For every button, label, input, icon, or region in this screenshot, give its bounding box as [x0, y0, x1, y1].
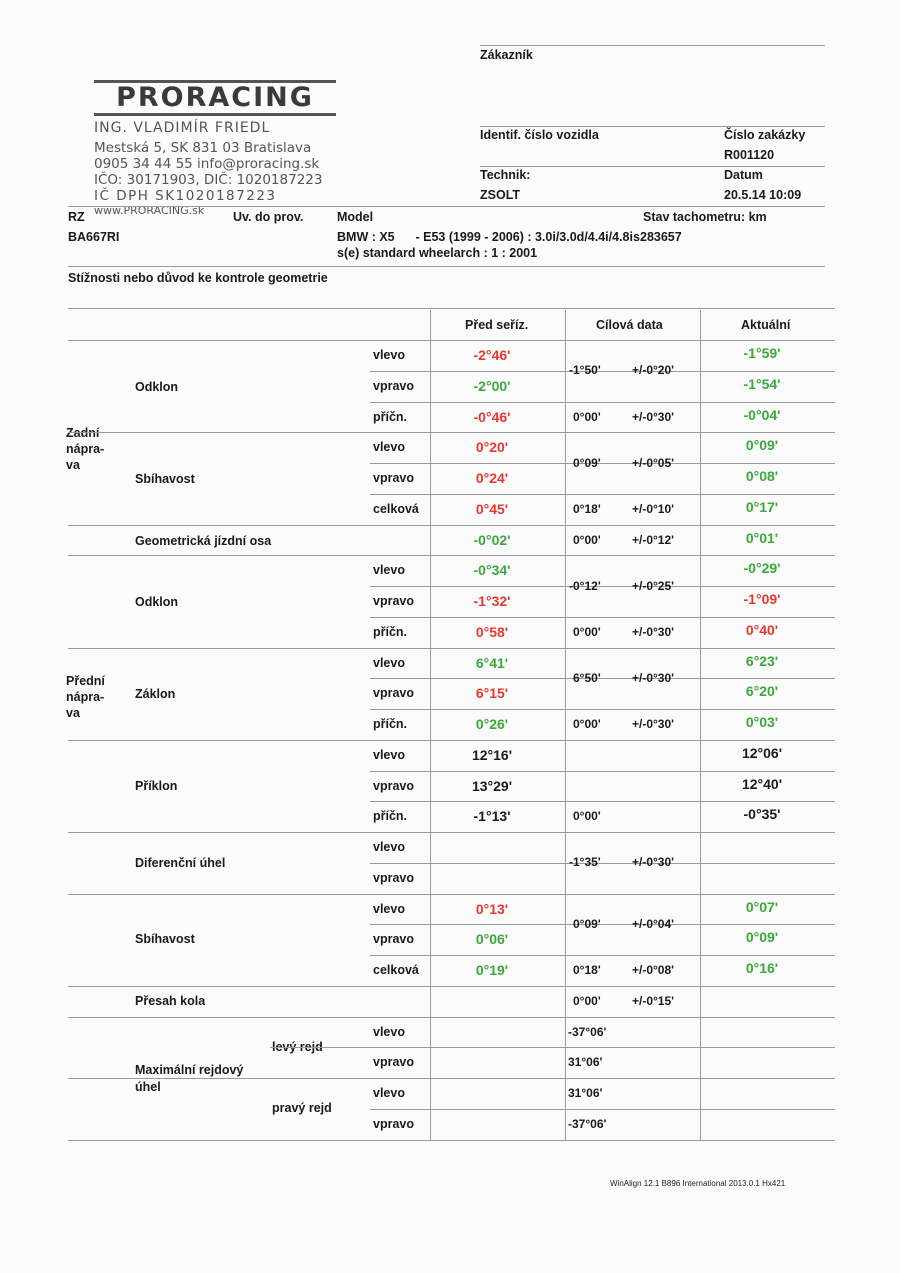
max-steer-label: Maximální rejdový úhel	[135, 1063, 244, 1094]
before-value: -0°46'	[473, 408, 511, 425]
stamp-logo: PRORACING	[94, 80, 336, 116]
before-value: 6°15'	[475, 685, 509, 702]
side-label: příčn.	[373, 624, 408, 639]
actual-value: 0°17'	[745, 498, 779, 515]
stamp-ico: IČO: 30171903, DIČ: 1020187223	[94, 172, 323, 188]
date-value: 20.5.14 10:09	[724, 188, 802, 202]
target-value: 0°09'	[573, 455, 601, 470]
order-number-label: Číslo zakázky	[724, 128, 806, 142]
actual-value: 0°40'	[745, 621, 779, 638]
actual-value: -0°04'	[743, 406, 781, 423]
side-label: vlevo	[373, 840, 405, 854]
before-value: 0°45'	[475, 500, 509, 517]
header-rule	[480, 166, 825, 167]
before-value: -0°02'	[473, 531, 511, 548]
target-value: 0°18'	[573, 963, 601, 977]
target-value: 0°00'	[573, 809, 601, 824]
before-value: -2°46'	[473, 347, 511, 363]
before-value: 0°19'	[475, 962, 509, 978]
side-label: příčn.	[373, 809, 408, 824]
right-turn-label: pravý rejd	[272, 1101, 332, 1115]
actual-value: 0°03'	[745, 714, 779, 730]
target-value: 0°00'	[573, 624, 601, 639]
target-tolerance: +/-0°30'	[632, 409, 675, 424]
stamp-contact: 0905 34 44 55 info@proracing.sk	[94, 156, 320, 172]
company-stamp	[94, 68, 339, 228]
side-label: vlevo	[373, 563, 405, 578]
stamp-address: Mestská 5, SK 831 03 Bratislava	[94, 140, 312, 156]
row-divider	[68, 1017, 835, 1018]
actual-value: 0°09'	[745, 929, 779, 946]
stamp-icdph: IČ DPH SK1020187223	[94, 188, 277, 204]
row-divider	[68, 525, 835, 526]
rz-label: RZ	[68, 210, 85, 224]
actual-value: 0°07'	[745, 898, 779, 915]
side-label: příčn.	[373, 717, 408, 731]
before-value: 0°20'	[475, 439, 509, 456]
side-label: vlevo	[373, 1086, 405, 1100]
column-divider	[565, 310, 566, 1140]
target-value: 31°06'	[568, 1086, 603, 1100]
target-value: 6°50'	[573, 670, 601, 685]
actual-value: 0°09'	[745, 437, 779, 454]
target-tolerance: +/-0°08'	[632, 963, 675, 977]
before-value: -1°13'	[473, 808, 511, 825]
target-tolerance: +/-0°04'	[632, 916, 675, 931]
side-label: vlevo	[373, 1024, 405, 1039]
target-value: 0°18'	[573, 501, 601, 516]
side-label: vpravo	[373, 932, 414, 947]
software-version: WinAlign 12.1 B896 International 2013.0.1 Hx421	[610, 1179, 786, 1188]
target-value: 31°06'	[568, 1055, 603, 1070]
target-value: -1°50'	[569, 363, 601, 378]
row-divider	[68, 832, 835, 833]
technician-name: ZSOLT	[480, 188, 521, 202]
side-label: vlevo	[373, 348, 405, 362]
header-rule	[480, 126, 825, 127]
row-divider	[270, 1047, 430, 1048]
date-label: Datum	[724, 168, 763, 182]
row-divider	[370, 709, 835, 710]
column-actual: Aktuální	[741, 318, 791, 332]
target-value: -0°12'	[569, 578, 601, 593]
header-rule	[68, 206, 825, 207]
row-divider	[370, 402, 835, 403]
before-value: 0°13'	[475, 900, 509, 917]
row-divider	[68, 986, 835, 987]
row-divider	[68, 1078, 835, 1079]
row-divider	[68, 648, 835, 649]
rear-axle-label: Zadní nápra- va	[66, 426, 105, 472]
target-tolerance: +/-0°20'	[632, 363, 675, 378]
side-label: vpravo	[373, 378, 414, 393]
row-divider	[370, 586, 835, 587]
actual-value: 0°01'	[745, 529, 779, 546]
row-divider	[370, 801, 835, 802]
target-tolerance: +/-0°25'	[632, 578, 675, 593]
target-value: 0°00'	[573, 717, 601, 731]
actual-value: 0°16'	[745, 960, 779, 976]
row-divider	[370, 494, 835, 495]
row-divider	[68, 432, 835, 433]
before-value: 0°24'	[475, 470, 509, 486]
rear-toe-label: Sbíhavost	[135, 472, 195, 486]
sai-label: Příklon	[135, 779, 178, 793]
side-label: celková	[373, 501, 419, 516]
row-divider	[370, 924, 835, 925]
front-toe-label: Sbíhavost	[135, 932, 195, 946]
target-tolerance: +/-0°30'	[632, 670, 675, 685]
front-camber-label: Odklon	[135, 595, 179, 609]
target-value: 0°00'	[573, 993, 601, 1008]
side-label: vlevo	[373, 901, 405, 916]
actual-value: -1°09'	[743, 591, 781, 607]
before-value: 0°26'	[475, 716, 509, 732]
column-divider	[700, 310, 701, 1140]
vehicle-id-label: Identif. číslo vozidla	[480, 128, 599, 142]
before-value: -1°32'	[473, 593, 511, 609]
side-label: vpravo	[373, 1055, 414, 1070]
row-divider	[370, 1047, 835, 1048]
side-label: vpravo	[373, 778, 414, 793]
row-divider	[68, 340, 835, 341]
target-value: -37°06'	[568, 1116, 607, 1131]
row-divider	[370, 1109, 835, 1110]
before-value: 0°06'	[475, 931, 509, 948]
diff-angle-label: Diferenční úhel	[135, 856, 226, 870]
front-axle-label: Přední nápra- va	[66, 674, 105, 720]
target-value: -1°35'	[569, 855, 601, 870]
actual-value: -1°59'	[743, 345, 781, 361]
header-rule	[480, 45, 825, 46]
header-rule	[68, 266, 825, 267]
before-value: 6°41'	[475, 654, 509, 671]
stamp-web: www.PRORACING.sk	[94, 204, 205, 217]
model-line-1: BMW : X5 - E53 (1999 - 2006) : 3.0i/3.0d/4.4i/4.8is	[337, 230, 640, 244]
row-divider	[370, 463, 835, 464]
actual-value: -1°54'	[743, 375, 781, 392]
actual-value: 6°23'	[745, 652, 779, 669]
side-label: vlevo	[373, 747, 405, 762]
before-value: 13°29'	[471, 777, 513, 794]
side-label: vpravo	[373, 471, 414, 485]
setback-label: Přesah kola	[135, 994, 206, 1008]
model-line-2: s(e) standard wheelarch : 1 : 2001	[337, 246, 538, 260]
technician-label: Technik:	[480, 168, 531, 182]
target-value: 0°00'	[573, 409, 601, 424]
row-divider	[370, 678, 835, 679]
header-rule	[68, 308, 835, 309]
row-divider	[370, 863, 835, 864]
row-divider	[68, 894, 835, 895]
odometer-label: Stav tachometru: km	[643, 210, 767, 224]
model-label: Model	[337, 210, 374, 224]
complaint-label: Stížnosti nebo důvod ke kontrole geometrie	[68, 271, 328, 285]
actual-value: -0°35'	[743, 806, 781, 823]
odometer-value: 283657	[640, 230, 682, 244]
side-label: vpravo	[373, 686, 414, 701]
column-before: Před seříz.	[465, 318, 529, 332]
row-divider	[370, 771, 835, 772]
target-tolerance: +/-0°05'	[632, 455, 675, 470]
reg-date-label: Uv. do prov.	[233, 210, 304, 224]
target-tolerance: +/-0°30'	[632, 855, 675, 870]
thrust-angle-label: Geometrická jízdní osa	[135, 534, 272, 548]
side-label: vpravo	[373, 870, 414, 885]
row-divider	[68, 740, 835, 741]
side-label: vpravo	[373, 594, 414, 608]
target-value: 0°00'	[573, 532, 601, 547]
side-label: vlevo	[373, 655, 405, 670]
row-divider	[370, 955, 835, 956]
target-value: 0°09'	[573, 916, 601, 931]
column-divider	[430, 310, 431, 1140]
before-value: -2°00'	[473, 377, 511, 394]
side-label: celková	[373, 963, 419, 977]
before-value: 0°58'	[475, 623, 509, 640]
actual-value: 0°08'	[745, 468, 779, 484]
target-tolerance: +/-0°15'	[632, 993, 675, 1008]
rz-value: BA667RI	[68, 230, 120, 244]
row-divider	[68, 1140, 835, 1141]
target-tolerance: +/-0°30'	[632, 624, 675, 639]
target-value: -37°06'	[568, 1024, 607, 1039]
target-tolerance: +/-0°12'	[632, 532, 675, 547]
row-divider	[370, 371, 835, 372]
target-tolerance: +/-0°30'	[632, 717, 675, 731]
row-divider	[370, 617, 835, 618]
stamp-owner: ING. VLADIMÍR FRIEDL	[94, 120, 271, 136]
row-divider	[68, 555, 835, 556]
actual-value: 6°20'	[745, 683, 779, 700]
column-target: Cílová data	[596, 318, 663, 332]
left-turn-label: levý rejd	[272, 1040, 323, 1054]
side-label: příčn.	[373, 409, 408, 424]
actual-value: 12°06'	[741, 744, 783, 761]
customer-label: Zákazník	[480, 48, 533, 62]
order-number: R001120	[724, 148, 775, 162]
actual-value: -0°29'	[743, 560, 781, 577]
actual-value: 12°40'	[741, 775, 783, 792]
side-label: vpravo	[373, 1116, 414, 1131]
rear-camber-label: Odklon	[135, 380, 179, 394]
side-label: vlevo	[373, 440, 405, 455]
caster-label: Záklon	[135, 687, 176, 701]
target-tolerance: +/-0°10'	[632, 501, 675, 516]
before-value: -0°34'	[473, 562, 511, 579]
before-value: 12°16'	[471, 746, 513, 763]
